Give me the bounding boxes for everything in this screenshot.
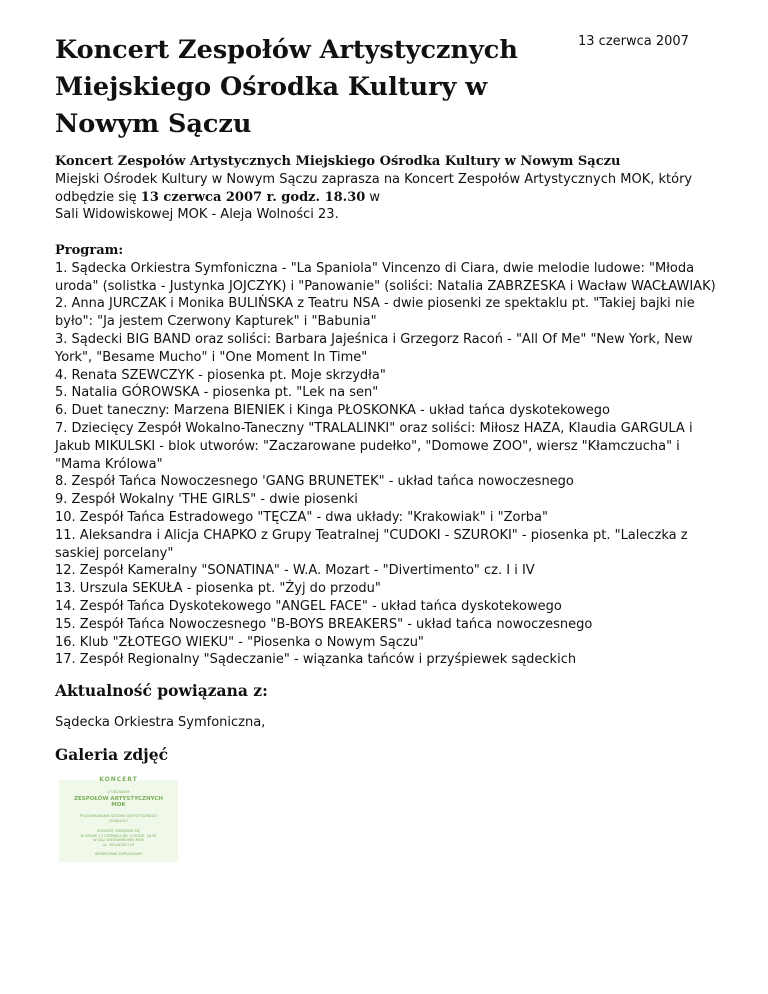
article-body (55, 153, 723, 764)
thumb-text-season: PODSUMOWANIE SEZONU ARTYSTYCZNEGO 2006/2007 (80, 814, 157, 823)
intro-paragraph (55, 171, 723, 207)
program-item: 2. Anna JURCZAK i Monika BULIŃSKA z Teatru NSA - dwie piosenki ze spektaklu pt. "Takiej bajki nie było": "Ja jestem Czerwony Kapturek" i "Babunia" (55, 296, 695, 330)
program-item: 14. Zespół Tańca Dyskotekowego "ANGEL FACE" - układ tańca dyskotekowego (55, 598, 562, 614)
program-item: 8. Zespół Tańca Nowoczesnego 'GANG BRUNETEK" - układ tańca nowoczesnego (55, 474, 574, 490)
article-title (55, 32, 555, 143)
program-item: 17. Zespół Regionalny "Sądeczanie" - wiązanka tańców i przyśpiewek sądeckich (55, 652, 577, 668)
thumb-text-koncert: KONCERT (99, 776, 138, 783)
program-item: 16. Klub "ZŁOTEGO WIEKU" - "Piosenka o Nowym Sączu" (55, 634, 424, 650)
intro-text-after: w (365, 189, 381, 205)
intro-bold-title: Koncert Zespołów Artystycznych Miejskiego Ośrodka Kultury w Nowym Sączu (55, 154, 621, 169)
program-item: 5. Natalia GÓROWSKA - piosenka pt. "Lek na sen" (55, 385, 379, 401)
thumb-text-details: KONCERT ODBĘDZIE SIĘ W ŚRODĘ 13 CZERWCA BR. O GODZ. 18.30 W SALI WIDOWISKOWEJ MOK AL. WOLNOŚCI 23 (80, 829, 157, 847)
intro-date: 13 czerwca 2007 r. godz. 18.30 (140, 189, 366, 205)
gallery-heading: Galeria zdjęć (55, 744, 169, 764)
title-line-1: Koncert Zespołów Artystycznych (55, 35, 518, 65)
title-line-3: Nowym Sączu (55, 109, 252, 139)
program-item: 11. Aleksandra i Alicja CHAPKO z Grupy Teatralnej "CUDOKI - SZUROKI" - piosenka pt. "Laleczka z saskiej porcelany" (55, 527, 688, 561)
intro-text: Miejski Ośrodek Kultury w Nowym Sączu zaprasza na Koncert Zespołów Artystycznych MOK, który odbędzie się (55, 171, 693, 205)
program-list (55, 260, 723, 669)
thumb-text-title: ZESPOŁÓW ARTYSTYCZNYCH MOK (74, 796, 163, 808)
thumb-text-invite: SERDECZNIE ZAPRASZAMY (94, 852, 143, 856)
program-item: 7. Dziecięcy Zespół Wokalno-Taneczny "TRALALINKI" oraz soliści: Miłosz HAZA, Klaudia GARGULA i Jakub MIKULSKI - blok utworów: "Zaczarowane pudełko", "Domowe ZOO", wiersz "Kłamczucha" i "Mama Królowa" (55, 420, 693, 472)
program-heading: Program: (55, 242, 124, 258)
program-item: 10. Zespół Tańca Estradowego "TĘCZA" - dwa układy: "Krakowiak" i "Zorba" (55, 509, 549, 525)
title-line-2: Miejskiego Ośrodka Kultury w (55, 72, 488, 102)
related-link[interactable]: Sądecka Orkiestra Symfoniczna, (55, 714, 266, 730)
program-item: 13. Urszula SEKUŁA - piosenka pt. "Żyj do przodu" (55, 581, 381, 597)
thumb-text: Z UDZIAŁEM (107, 790, 130, 794)
article-date: 13 czerwca 2007 (578, 34, 689, 49)
program-item: 4. Renata SZEWCZYK - piosenka pt. Moje skrzydła" (55, 367, 386, 383)
intro-venue: Sali Widowiskowej MOK - Aleja Wolności 23. (55, 207, 339, 223)
program-item: 1. Sądecka Orkiestra Symfoniczna - "La Spaniola" Vincenzo di Ciara, dwie melodie ludowe: "Młoda uroda" (solistka - Justynka JOJCZYK) i "Panowanie" (soliści: Natalia ZABRZESKA i Wacław WACŁAWIAK) (55, 260, 716, 294)
program-item: 12. Zespół Kameralny "SONATINA" - W.A. Mozart - "Divertimento" cz. I i IV (55, 563, 535, 579)
program-item: 15. Zespół Tańca Nowoczesnego "B-BOYS BREAKERS" - układ tańca nowoczesnego (55, 616, 593, 632)
related-heading: Aktualność powiązana z: (55, 681, 268, 701)
program-item: 9. Zespół Wokalny 'THE GIRLS" - dwie piosenki (55, 492, 358, 508)
gallery-thumbnail[interactable] (59, 776, 178, 862)
program-item: 6. Duet taneczny: Marzena BIENIEK i Kinga PŁOSKONKA - układ tańca dyskotekowego (55, 403, 610, 419)
program-item: 3. Sądecki BIG BAND oraz soliści: Barbara Jajeśnica i Grzegorz Racoń - "All Of Me" "New York, New York", "Besame Mucho" i "One Moment In Time" (55, 331, 693, 365)
